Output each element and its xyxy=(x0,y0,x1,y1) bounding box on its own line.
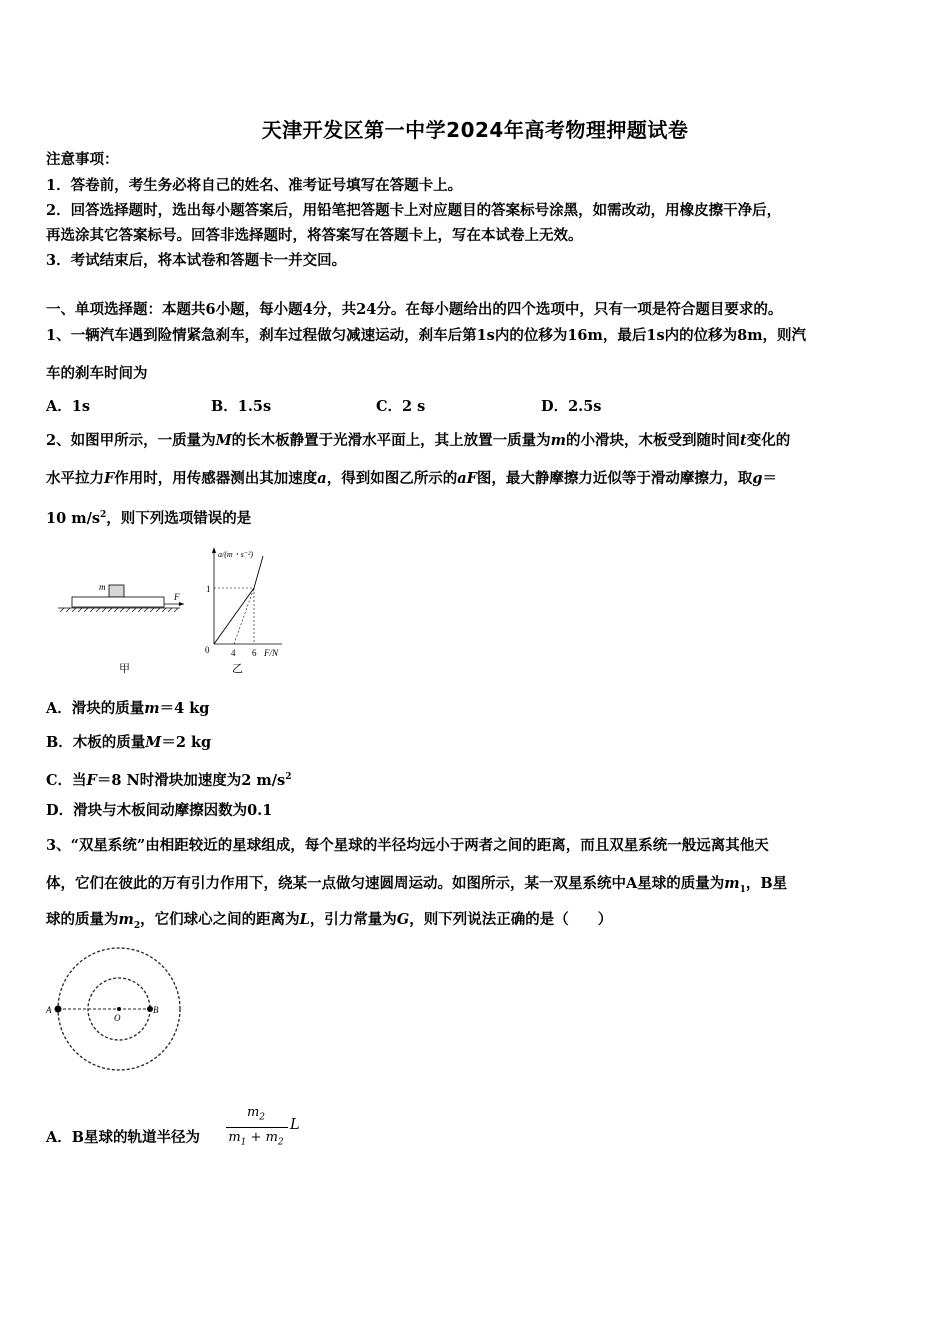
slider-mass-label: m xyxy=(99,582,106,592)
notice-item: 2．回答选择题时，选出每小题答案后，用铅笔把答题卡上对应题目的答案标号涂黑，如需改动，用橡皮擦干净后， xyxy=(46,202,782,219)
fraction-L: L xyxy=(290,1117,300,1133)
notice-item: 1．答卷前，考生务必将自己的姓名、准考证号填写在答题卡上。 xyxy=(46,177,463,194)
question-3-text: 体，它们在彼此的万有引力作用下，绕某一点做匀速圆周运动。如图所示，某一双星系统中A星球的质量为$m_1$，B星 xyxy=(46,875,788,895)
q2-option-c: C．当F＝8 N时滑块加速度为2 $m/s^2$ xyxy=(46,771,292,789)
figure-caption-yi: 乙 xyxy=(232,663,243,675)
long-board xyxy=(72,597,164,607)
y-tick-1: 1 xyxy=(206,584,211,594)
q1-option-b: B．1.5s xyxy=(211,398,272,415)
q3-option-a: A．B星球的轨道半径为 xyxy=(46,1129,201,1146)
section-heading: 一、单项选择题：本题共6小题，每小题4分，共24分。在每小题给出的四个选项中，只有一项是符合题目要求的。 xyxy=(46,301,783,318)
q1-option-c: C．2 s xyxy=(376,398,426,415)
question-3-text: 3、“双星系统”由相距较近的星球组成，每个星球的半径均远小于两者之间的距离，而且双星系统一般远离其他天 xyxy=(46,837,769,854)
q2-option-a: A．滑块的质量m＝4 kg xyxy=(46,700,210,717)
y-axis-arrow xyxy=(212,547,216,553)
q1-option-d: D．2.5s xyxy=(541,398,602,415)
y-axis-label: a/(m・s⁻²) xyxy=(218,550,254,559)
q1-option-a: A．1s xyxy=(46,398,91,415)
notice-item: 3．考试结束后，将本试卷和答题卡一并交回。 xyxy=(46,252,347,269)
figure-board-block xyxy=(56,576,186,676)
graph-segment-2 xyxy=(254,556,263,588)
question-2-text: 2、如图甲所示，一质量为M的长木板静置于光滑水平面上，其上放置一质量为m的小滑块，木板受到随时间t变化的 xyxy=(46,432,791,449)
fraction-radius: $m_2$ $m_1 + m_2$ xyxy=(226,1104,286,1152)
notice-heading: 注意事项： xyxy=(46,151,119,168)
figure-aF-graph xyxy=(200,544,300,678)
ground-hatching xyxy=(60,608,178,612)
question-2-text: 水平拉力F作用时，用传感器测出其加速度a，得到如图乙所示的aF图，最大静摩擦力近似等于滑动摩擦力，取g＝ xyxy=(46,470,778,487)
label-o: O xyxy=(114,1013,121,1023)
graph-segment-1 xyxy=(214,588,254,644)
force-arrow-head xyxy=(179,602,184,606)
notice-item: 再选涂其它答案标号。回答非选择题时，将答案写在答题卡上，写在本试卷上无效。 xyxy=(46,227,583,244)
figure-binary-star xyxy=(44,940,190,1080)
q2-option-d: D．滑块与木板间动摩擦因数为0.1 xyxy=(46,802,273,819)
page-title: 天津开发区第一中学2024年高考物理押题试卷 xyxy=(261,118,689,142)
origin-label: 0 xyxy=(205,645,210,655)
center-o xyxy=(117,1007,121,1011)
question-2-text: 10 $m/s^2$，则下列选项错误的是 xyxy=(46,509,252,527)
star-a xyxy=(55,1006,62,1013)
x-tick-6: 6 xyxy=(252,648,257,658)
figure-caption-jia: 甲 xyxy=(119,663,130,675)
force-label: F xyxy=(174,592,180,602)
question-3-text: 球的质量为$m_2$，它们球心之间的距离为L，引力常量为G，则下列说法正确的是（ ） xyxy=(46,911,613,931)
slider-block xyxy=(109,585,124,597)
extension-line xyxy=(234,588,254,644)
x-tick-4: 4 xyxy=(231,648,236,658)
question-1-text: 1、一辆汽车遇到险情紧急刹车，刹车过程做匀减速运动，刹车后第1s内的位移为16m，最后1s内的位移为8m，则汽 xyxy=(46,327,807,344)
question-1-text: 车的刹车时间为 xyxy=(46,365,148,382)
label-b: B xyxy=(153,1005,159,1015)
x-axis-label: F/N xyxy=(264,648,279,658)
label-a: A xyxy=(46,1005,52,1015)
q2-option-b: B．木板的质量M＝2 kg xyxy=(46,734,212,751)
